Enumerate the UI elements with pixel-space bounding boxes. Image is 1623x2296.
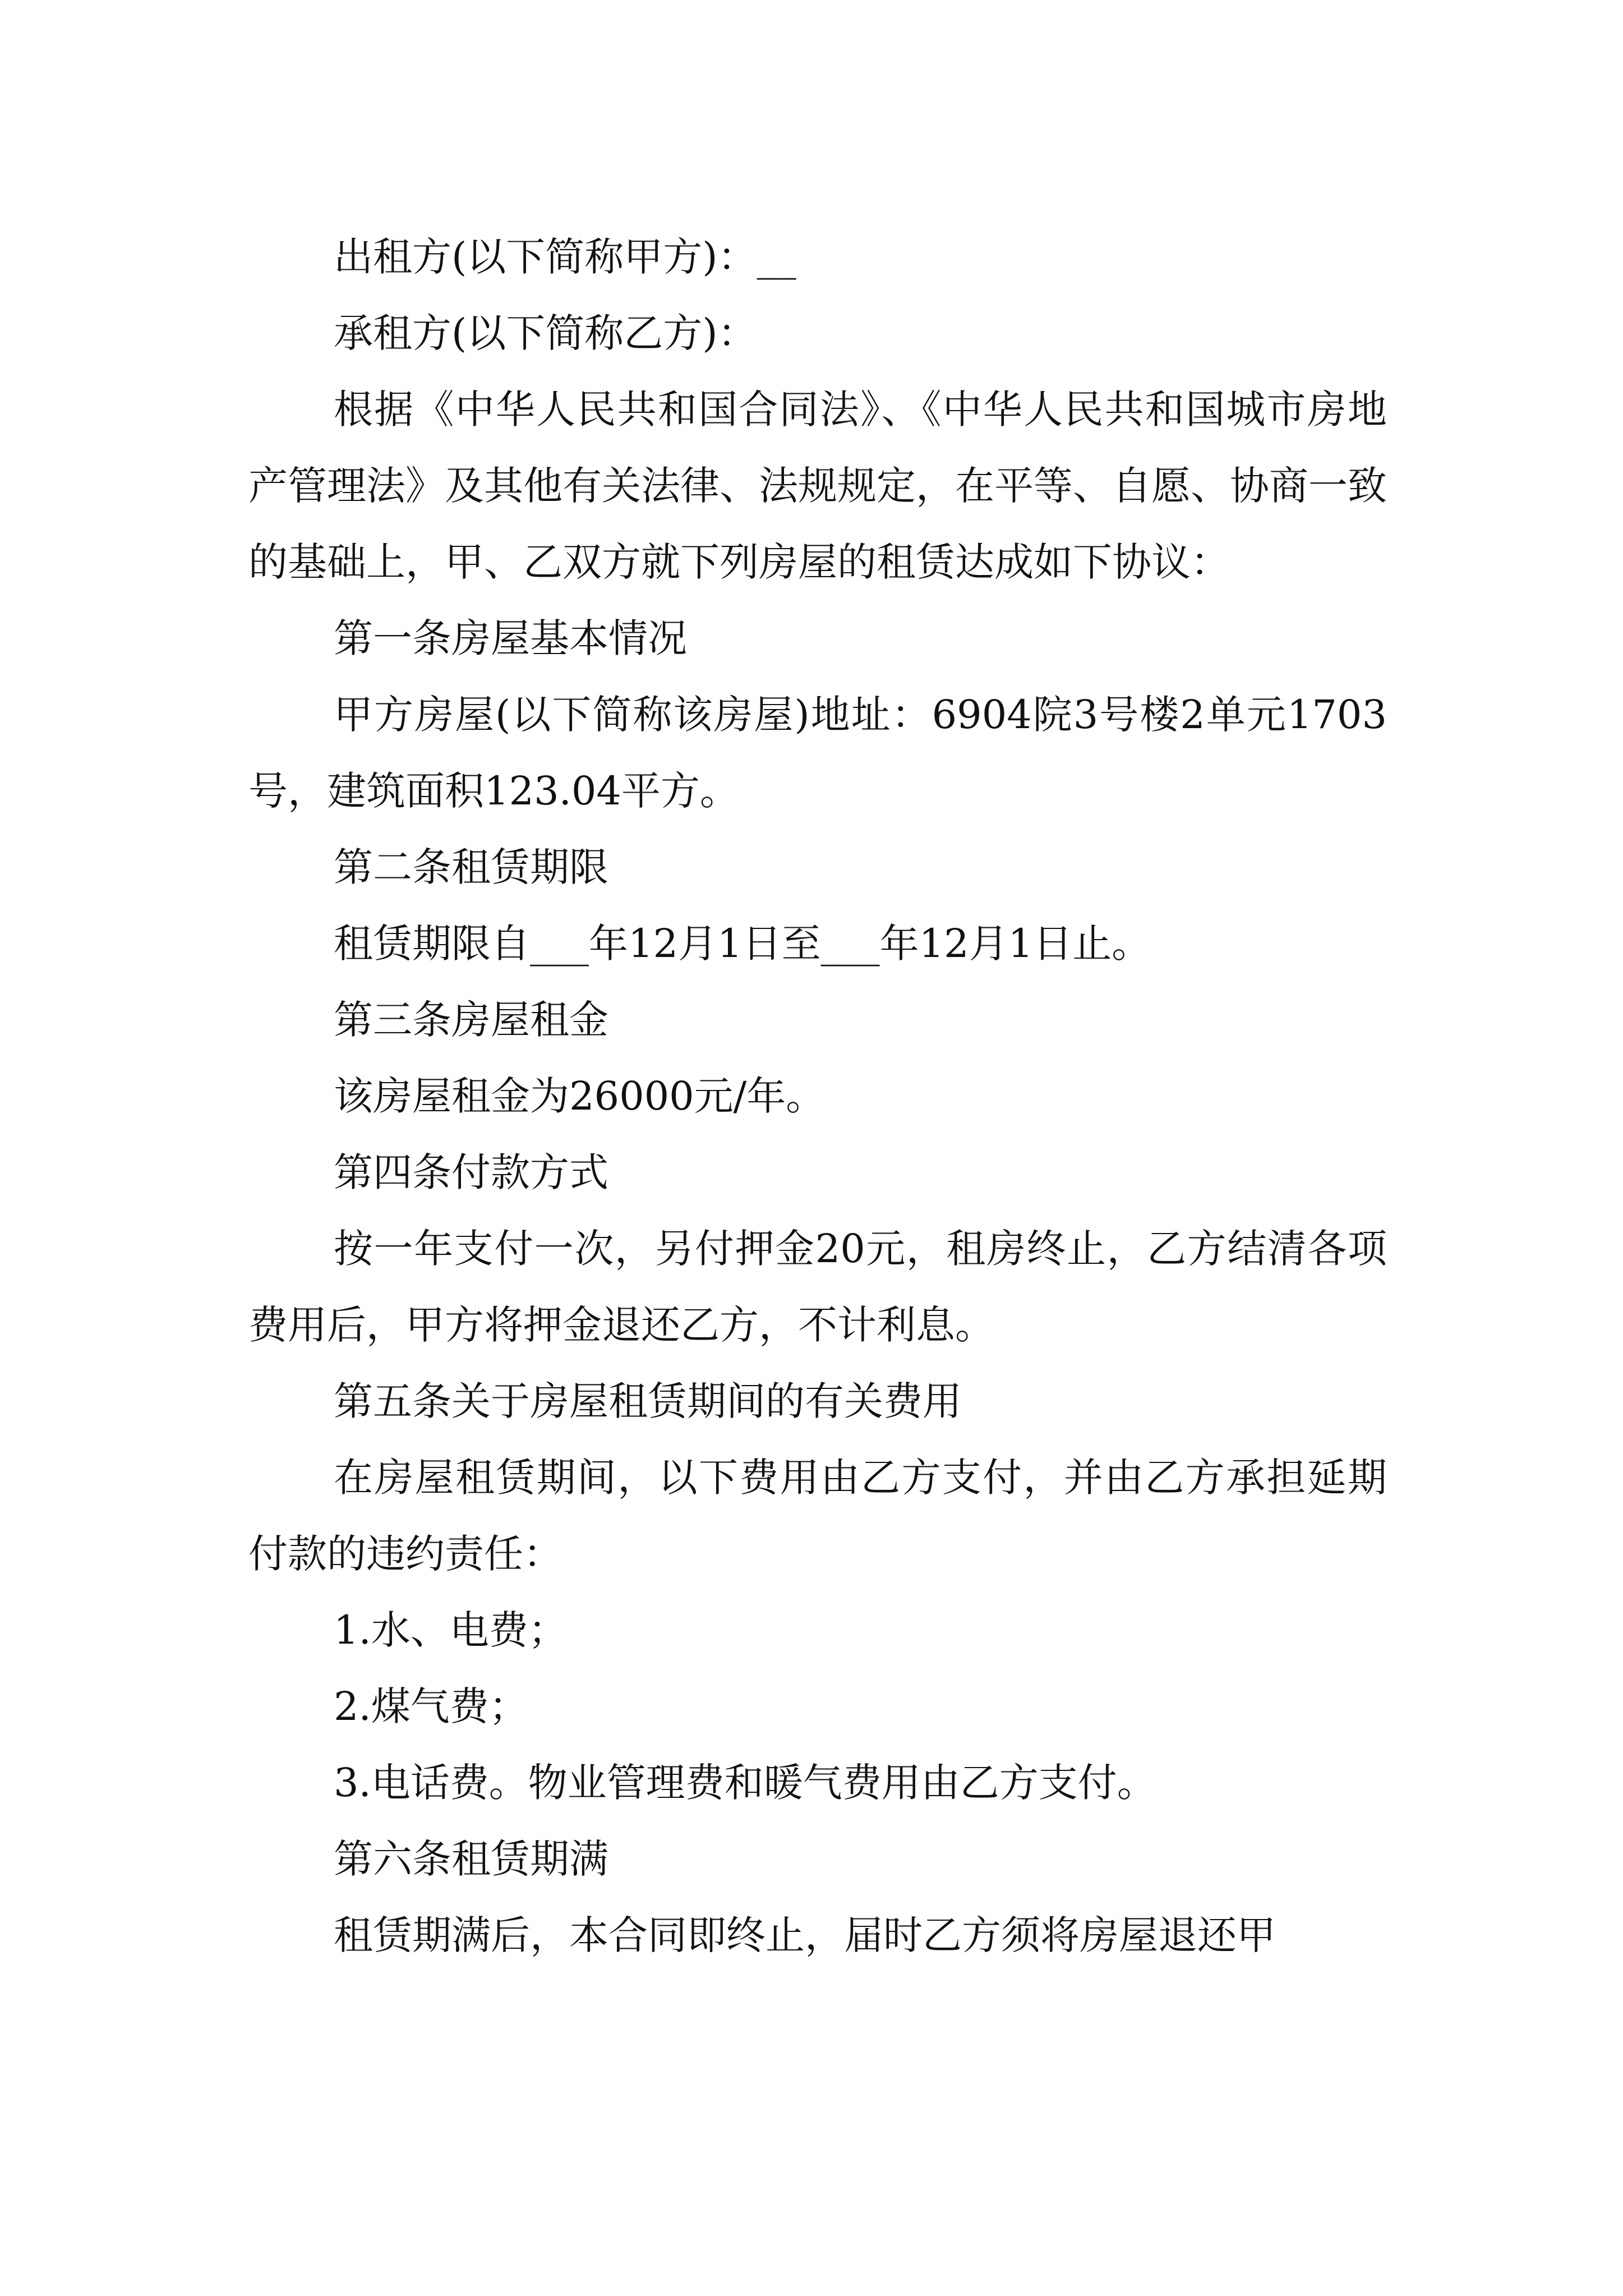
article-3-body: 该房屋租金为26000元/年。 — [334, 1073, 826, 1119]
article-5-item-2: 2.煤气费； — [334, 1683, 528, 1729]
article-5-body: 在房屋租赁期间，以下费用由乙方支付，并由乙方承担延期付款的违约责任： — [248, 1455, 1387, 1577]
article-6-body: 租赁期满后，本合同即终止，届时乙方须将房屋退还甲 — [334, 1912, 1276, 1958]
article-2-title: 第二条租赁期限 — [334, 844, 608, 890]
article-1-title: 第一条房屋基本情况 — [334, 615, 687, 661]
article-6-title: 第六条租赁期满 — [334, 1836, 608, 1882]
article-1-body: 甲方房屋(以下简称该房屋)地址：6904院3号楼2单元1703号，建筑面积123.04平方。 — [248, 692, 1387, 814]
article-2-body: 租赁期限自___年12月1日至___年12月1日止。 — [334, 921, 1151, 967]
lessee-line: 承租方(以下简称乙方)： — [334, 310, 757, 356]
article-4-body: 按一年支付一次，另付押金20元，租房终止，乙方结清各项费用后，甲方将押金退还乙方，不计利息。 — [248, 1226, 1387, 1348]
article-5-title: 第五条关于房屋租赁期间的有关费用 — [334, 1378, 962, 1424]
article-3-title: 第三条房屋租金 — [334, 997, 608, 1043]
lessor-line: 出租方(以下简称甲方)：__ — [334, 234, 796, 280]
article-4-title: 第四条付款方式 — [334, 1149, 608, 1195]
article-5-item-3: 3.电话费。物业管理费和暖气费用由乙方支付。 — [334, 1760, 1156, 1806]
article-5-item-1: 1.水、电费； — [334, 1607, 568, 1653]
contract-body — [248, 219, 1387, 1973]
preamble-paragraph: 根据《中华人民共和国合同法》、《中华人民共和国城市房地产管理法》及其他有关法律、法规规定，在平等、自愿、协商一致的基础上，甲、乙双方就下列房屋的租赁达成如下协议： — [248, 386, 1387, 585]
